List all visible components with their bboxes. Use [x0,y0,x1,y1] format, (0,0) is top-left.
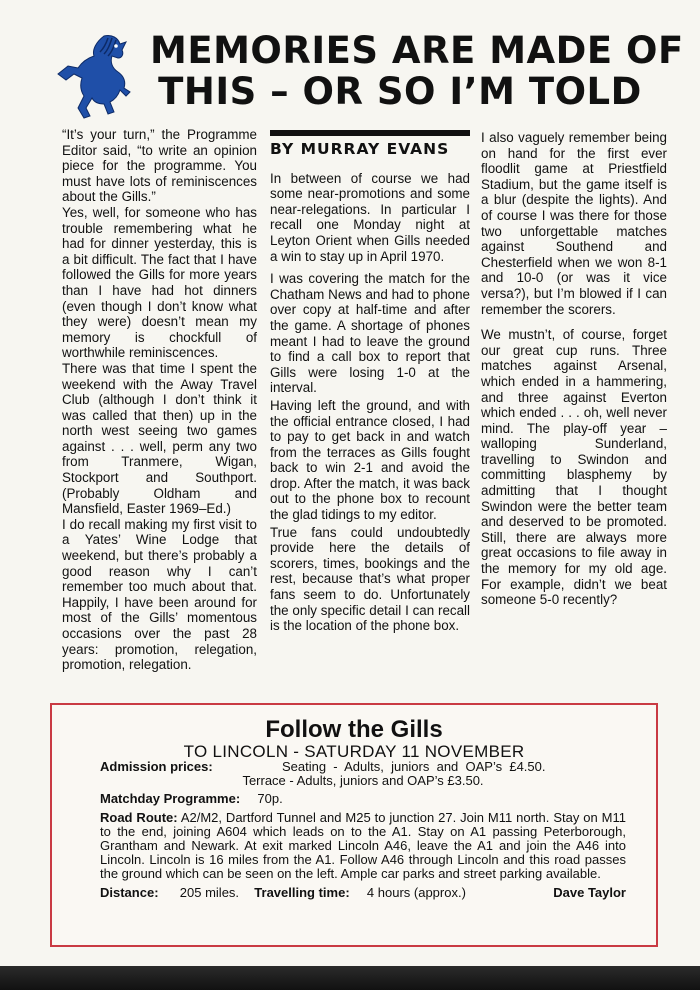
distance-line [100,886,626,900]
distance-group [100,886,466,900]
admission-label: Admission prices: [100,759,213,774]
page-headline [150,29,684,113]
article-column-1 [62,127,257,673]
headline-line-1: MEMORIES ARE MADE OF [150,29,684,72]
paragraph: True fans could undoubtedly provide here the details of scorers, times, bookings and the rest, because that’s what proper fans seem to do. Unfortunately the only specific detail I can recall is the location of the phone box. [270,524,470,634]
road-route-text: A2/M2, Dartford Tunnel and M25 to junction 27. Join M11 north. Stay on M11 to the end, joining A604 which leads on to the A1. Stay on A1 passing Peterborough, Grantham and Newark. At exit marked Lincoln A46, leave the A1 and join the A46 into Lincoln. Lincoln is 16 miles from the A1. Follow A46 through Lincoln and this road passes the ground which can be seen on the left. Ample car parks and street parking available. [100,809,626,882]
paragraph: We mustn’t, of course, forget our great cup runs. Three matches against Arsenal, which ended in a hammering, and three against Everton which ended . . . oh, well never mind. The play-off year – walloping Sunderland, travelling to Swindon and committing blasphemy by admitting that I thought Swindon were the better team and deserved to be promoted. Still, there are always more great occasions to file away in the memory for my old age. For example, didn’t we beat someone 5-0 recently? [481,327,667,608]
distance-label: Distance: [100,884,159,900]
article-column-2 [270,130,470,634]
paragraph: Yes, well, for someone who has trouble remembering what he had for dinner yesterday, this is a bit difficult. The fact that I have followed the Gills for more years than I have had hot dinners (even though I don’t know what they were) doesn’t mean my memory is chockfull of worthwhile reminiscences. [62,204,257,361]
travel-info-box [50,703,658,947]
paragraph: “It’s your turn,” the Programme Editor said, “to write an opinion piece for the programme. You must have lots of reminiscences about the Gills.” [62,127,257,205]
paragraph: There was that time I spent the weekend with the Away Travel Club (although I don’t think it was called that then) up in the north west seeing two games against . . . well, perm any two from Tranmere, Wigan, Stockport and Southport. (Probably Oldham and Mansfield, Easter 1969–Ed.) [62,360,257,517]
page-bottom-band [0,966,700,990]
road-route [100,811,626,882]
programme-label: Matchday Programme: [100,791,241,807]
travel-box-body [100,760,626,900]
box-author: Dave Taylor [553,884,626,900]
travelling-time-label: Travelling time: [254,884,350,900]
paragraph: I was covering the match for the Chatham News and had to phone over copy at half-time and after the game. A shortage of phones meant I had to leave the ground to find a call box to report that Gills were losing 1-0 at the interval. [270,271,470,396]
admission-line [100,760,626,774]
byline-rule [270,130,470,136]
travel-box-subtitle: TO LINCOLN - SATURDAY 11 NOVEMBER [183,742,525,761]
road-route-label: Road Route: [100,809,178,825]
distance-value: 205 miles. [179,884,240,900]
programme-line [100,792,626,806]
invicta-horse-icon [52,30,142,120]
travelling-time-value: 4 hours (approx.) [366,884,466,900]
author-byline: BY MURRAY EVANS [270,140,450,158]
paragraph: I also vaguely remember being on hand for the first ever floodlit game at Priestfield Stadium, but the game itself is a blur (despite the lights). And of course I was there for those two unforgettable matches against Southend and Chesterfield when we won 8-1 and 10-0 (or was it vice versa?), but I’m blowed if I can remember the scorers. [481,130,667,317]
paragraph: In between of course we had some near-promotions and some near-relegations. In particular I recall one Monday night at Leyton Orient when Gills needed a win to stay up in April 1970. [270,170,470,264]
programme-value: 70p. [257,791,283,807]
travel-box-title: Follow the Gills [265,716,443,743]
paragraph: Having left the ground, and with the official entrance closed, I had to pay to get back in and watch from the terraces as Gills fought back to win 2-1 and avoid the drop. After the match, it was back out to the phone box to recount the glad tidings to my editor. [270,397,470,523]
article-column-3 [481,130,667,608]
paragraph: I do recall making my first visit to a Yates’ Wine Lodge that weekend, but there’s probably a good reason why I can’t remember too much about that. Happily, I have been around for most of the Gills’ momentous occasions over the past 28 years: promotion, relegation, promotion, relegation. [62,516,257,673]
headline-line-2: THIS – OR SO I’M TOLD [158,70,642,113]
admission-seating: Seating - Adults, juniors and OAP’s £4.50. [281,759,546,774]
admission-terrace: Terrace - Adults, juniors and OAP’s £3.50. [242,773,484,789]
